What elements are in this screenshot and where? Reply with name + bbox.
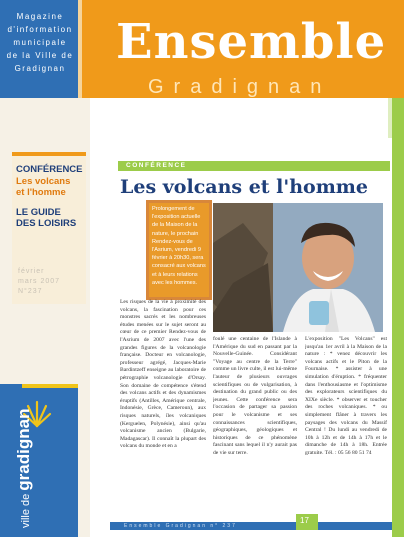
masthead-line: d'information [7, 25, 73, 34]
masthead-line: de la Ville de [6, 51, 74, 60]
issue-number: N°237 [18, 288, 43, 295]
masthead-line: Magazine [16, 12, 64, 21]
article-column-1: Les risques de la vie à proximité des volcans, la fascination pour ces monstres sacrés et les nombreuses études menées sur le sujet seront au cœur de ce premier Rendez-vous de l'Asrium de 2007 avec l'une des grandes figures de la volcanologie française. Docteur en volcanologie, professeur agrégé, Jacques-Marie Bardintzeff enseigne au laboratoire de pétrographie volcanologie d'Orsay. Son domaine de compétence s'étend des volcans actifs et des dynamismes éruptifs (Antilles, Amérique centrale, Indonésie, Grèce, Cameroun), aux risques naturels, îles volcaniques (Kerguelen, Polynésie), ainsi qu'au volcanisme ancien (Bulgarie, Madagascar). Il connaît la plupart des volcans du monde et en a [120, 299, 206, 450]
right-edge-accent [388, 98, 392, 138]
sidebar-conference-label: CONFÉRENCE [16, 164, 83, 175]
masthead-text [4, 10, 76, 75]
logo-accent-bar [22, 384, 78, 388]
issue-year: mars 2007 [18, 278, 61, 285]
sidebar-guide-label: LE GUIDE [16, 207, 61, 218]
article-rubric: CONFÉRENCE [126, 162, 187, 169]
portrait-photo [213, 203, 383, 332]
logo-prefix: ville de [20, 490, 32, 528]
green-margin-strip [392, 98, 404, 537]
sidebar-guide-label: DES LOISIRS [16, 218, 77, 229]
masthead-line: Gradignan [14, 64, 66, 73]
masthead-line: municipale [13, 38, 67, 47]
article-column-3: L'exposition "Les Volcans" est jusqu'au 1er avril à la Maison de la nature : * venez découvrir les volcans actifs et le Piton de la Fournaise. * assister à une simulation d'éruption. * fréquenter dans l'enthousiasme et l'optimisme des explorateurs scientifiques du XIXe siècle. * observer et toucher des roches volcaniques. * ou simplement flâner à travers les paysages des volcans du Massif Central ! Du lundi au vendredi de 10h à 12h et de 14h à 17h et le dimanche de 14h à 18h. Entrée gratuite. Tél. : 05 56 80 51 74 [305, 336, 387, 456]
magazine-title: Ensemble [116, 14, 387, 70]
footer-text: Ensemble Gradignan n° 237 [124, 523, 237, 529]
banner-divider [78, 0, 82, 98]
page-number: 17 [300, 516, 309, 525]
article-column-2: foulé une centaine de l'Islande à l'Amérique du sud en passant par la Nouvelle-Guinée. Considérant "Voyage au centre de la Terre" comme un livre culte, il est lui-même l'auteur de plusieurs ouvrages scientifiques ou de vulgarisation, à destination du grand public ou des jeunes. Cette conférence sera l'occasion de partager sa passion pour le volcanisme et ses connaissances scientifiques, géographiques, géologiques et historiques de ce phénomène fascinant sans lequel il n'y aurait pas de vie sur terre. [213, 336, 297, 456]
issue-month: février [18, 268, 45, 275]
article-headline: Les volcans et l'homme [120, 176, 368, 198]
article-intro: Prolongement de l'exposition actuelle de la Maison de la nature, le prochain Rendez-vous de l'Asrium, vendredi 9 février à 20h30, sera consacré aux volcans et à leurs relations avec les hommes. [149, 203, 209, 297]
logo-name: gradignan [14, 408, 33, 491]
sidebar-conference-topic: et l'homme [16, 187, 66, 198]
portrait-illustration [213, 203, 383, 332]
magazine-subtitle: Gradignan [148, 76, 332, 98]
sidebar-conference-topic: Les volcans [16, 176, 71, 187]
city-logo-text [14, 409, 34, 528]
